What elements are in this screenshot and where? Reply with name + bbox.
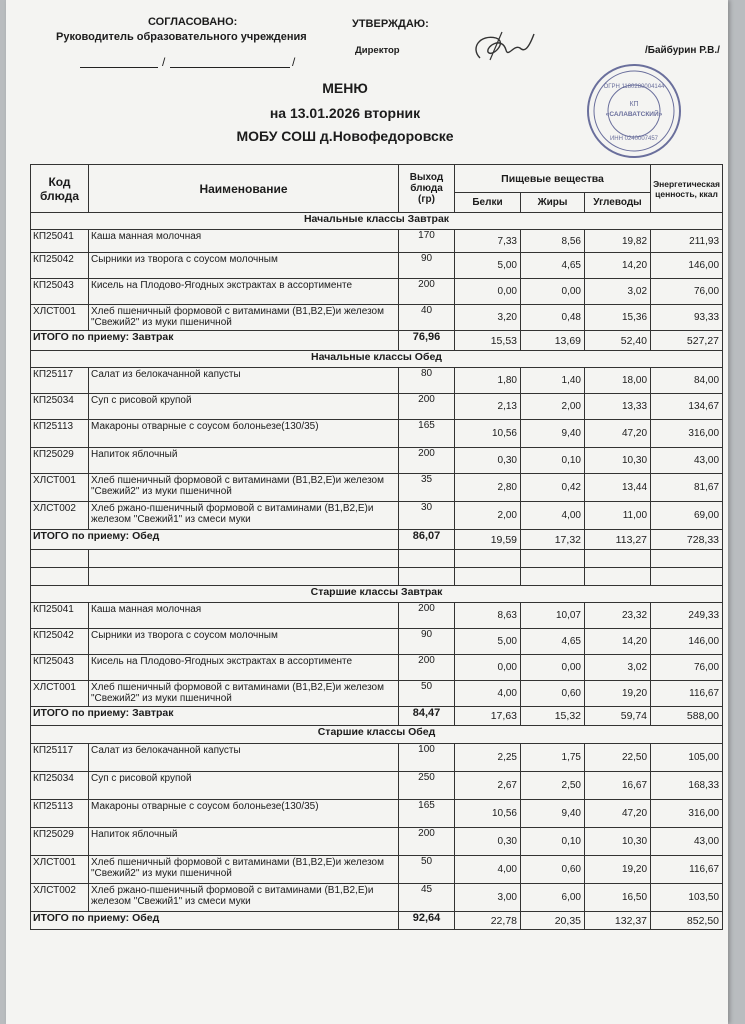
dish-code: ХЛСТ002: [31, 884, 89, 912]
dish-weight: 90: [399, 629, 455, 655]
empty-cell: [585, 568, 651, 586]
dish-code: КП25043: [31, 279, 89, 305]
dish-name: Салат из белокачанной капусты: [89, 368, 399, 394]
dish-row: [31, 448, 723, 474]
dish-name: Суп с рисовой крупой: [89, 394, 399, 420]
dish-weight: 170: [399, 230, 455, 253]
dish-fat: 4,65: [521, 253, 585, 279]
dish-kcal: 43,00: [651, 828, 723, 856]
dish-row: [31, 394, 723, 420]
dish-carbs: 14,20: [585, 253, 651, 279]
dish-fat: 0,00: [521, 655, 585, 681]
section-header: [31, 726, 723, 744]
dish-kcal: 43,00: [651, 448, 723, 474]
dish-name: Суп с рисовой крупой: [89, 772, 399, 800]
dish-protein: 0,00: [455, 655, 521, 681]
empty-cell: [399, 568, 455, 586]
col-carbs: Углеводы: [585, 193, 651, 213]
dish-fat: 0,60: [521, 856, 585, 884]
dish-code: ХЛСТ001: [31, 681, 89, 707]
dish-code: КП25117: [31, 744, 89, 772]
total-row: [31, 912, 723, 930]
dish-weight: 200: [399, 603, 455, 629]
empty-row: [31, 568, 723, 586]
dish-name: Сырники из творога с соусом молочным: [89, 629, 399, 655]
dish-code: КП25113: [31, 420, 89, 448]
dish-code: КП25034: [31, 772, 89, 800]
total-weight: 92,64: [399, 912, 455, 930]
dish-weight: 200: [399, 655, 455, 681]
dish-row: [31, 772, 723, 800]
dish-fat: 0,10: [521, 448, 585, 474]
dish-carbs: 19,20: [585, 681, 651, 707]
dish-kcal: 146,00: [651, 253, 723, 279]
dish-row: [31, 502, 723, 530]
dish-name: Хлеб пшеничный формовой с витаминами (В1,В2,Е)и железом "Свежий2" из муки пшеничной: [89, 681, 399, 707]
dish-name: Хлеб пшеничный формовой с витаминами (В1,В2,Е)и железом "Свежий2" из муки пшеничной: [89, 856, 399, 884]
dish-kcal: 84,00: [651, 368, 723, 394]
dish-protein: 0,00: [455, 279, 521, 305]
total-carbs: 113,27: [585, 530, 651, 550]
dish-carbs: 3,02: [585, 279, 651, 305]
dish-carbs: 22,50: [585, 744, 651, 772]
agreed-signature-line-2: [170, 67, 290, 68]
svg-text:ИНН 0240007457: ИНН 0240007457: [609, 136, 659, 142]
total-kcal: 852,50: [651, 912, 723, 930]
dish-row: [31, 655, 723, 681]
dish-weight: 90: [399, 253, 455, 279]
dish-fat: 10,07: [521, 603, 585, 629]
col-weight: Выход блюда (гр): [399, 165, 455, 213]
dish-code: КП25113: [31, 800, 89, 828]
dish-fat: 8,56: [521, 230, 585, 253]
dish-name: Каша манная молочная: [89, 230, 399, 253]
dish-code: КП25041: [31, 603, 89, 629]
dish-carbs: 19,82: [585, 230, 651, 253]
dish-row: [31, 681, 723, 707]
section-header: [31, 351, 723, 368]
dish-fat: 6,00: [521, 884, 585, 912]
dish-carbs: 11,00: [585, 502, 651, 530]
dish-row: [31, 629, 723, 655]
dish-weight: 50: [399, 681, 455, 707]
dish-code: КП25042: [31, 253, 89, 279]
dish-name: Сырники из творога с соусом молочным: [89, 253, 399, 279]
empty-cell: [89, 550, 399, 568]
dish-fat: 0,42: [521, 474, 585, 502]
dish-fat: 0,60: [521, 681, 585, 707]
dish-kcal: 134,67: [651, 394, 723, 420]
dish-code: КП25029: [31, 828, 89, 856]
dish-code: КП25029: [31, 448, 89, 474]
total-label: ИТОГО по приему: Обед: [31, 912, 399, 930]
dish-fat: 2,50: [521, 772, 585, 800]
empty-row: [31, 550, 723, 568]
empty-cell: [521, 568, 585, 586]
dish-name: Кисель на Плодово-Ягодных экстрактах в ассортименте: [89, 279, 399, 305]
dish-carbs: 13,44: [585, 474, 651, 502]
dish-code: КП25043: [31, 655, 89, 681]
dish-fat: 0,48: [521, 305, 585, 331]
dish-row: [31, 368, 723, 394]
dish-name: Напиток яблочный: [89, 448, 399, 474]
total-protein: 17,63: [455, 707, 521, 726]
dish-kcal: 116,67: [651, 856, 723, 884]
menu-table: [30, 164, 723, 930]
total-carbs: 52,40: [585, 331, 651, 351]
dish-kcal: 316,00: [651, 420, 723, 448]
dish-weight: 30: [399, 502, 455, 530]
dish-code: ХЛСТ001: [31, 856, 89, 884]
dish-protein: 4,00: [455, 681, 521, 707]
dish-protein: 4,00: [455, 856, 521, 884]
dish-carbs: 47,20: [585, 420, 651, 448]
empty-cell: [651, 568, 723, 586]
dish-protein: 7,33: [455, 230, 521, 253]
total-fat: 13,69: [521, 331, 585, 351]
menu-date: на 13.01.2026 вторник: [269, 105, 421, 121]
empty-cell: [455, 568, 521, 586]
dish-fat: 4,00: [521, 502, 585, 530]
dish-kcal: 316,00: [651, 800, 723, 828]
approve-role: Директор: [355, 45, 400, 56]
approve-name: /Байбурин Р.В./: [645, 45, 720, 56]
dish-row: [31, 856, 723, 884]
col-fat: Жиры: [521, 193, 585, 213]
col-code: Код блюда: [31, 165, 89, 213]
dish-carbs: 15,36: [585, 305, 651, 331]
total-carbs: 132,37: [585, 912, 651, 930]
dish-row: [31, 828, 723, 856]
empty-cell: [651, 550, 723, 568]
dish-name: Каша манная молочная: [89, 603, 399, 629]
dish-kcal: 146,00: [651, 629, 723, 655]
dish-weight: 45: [399, 884, 455, 912]
dish-carbs: 13,33: [585, 394, 651, 420]
section-header: [31, 586, 723, 603]
dish-code: КП25042: [31, 629, 89, 655]
dish-carbs: 16,50: [585, 884, 651, 912]
section-title: Начальные классы Завтрак: [31, 213, 723, 230]
total-weight: 86,07: [399, 530, 455, 550]
total-kcal: 728,33: [651, 530, 723, 550]
dish-protein: 8,63: [455, 603, 521, 629]
section-title: Старшие классы Завтрак: [31, 586, 723, 603]
dish-name: Макароны отварные с соусом болоньезе(130/35): [89, 800, 399, 828]
dish-protein: 2,67: [455, 772, 521, 800]
total-weight: 84,47: [399, 707, 455, 726]
dish-name: Хлеб пшеничный формовой с витаминами (В1,В2,Е)и железом "Свежий2" из муки пшеничной: [89, 305, 399, 331]
dish-row: [31, 744, 723, 772]
dish-weight: 100: [399, 744, 455, 772]
agreed-title: СОГЛАСОВАНО:: [148, 16, 238, 28]
empty-cell: [89, 568, 399, 586]
dish-weight: 40: [399, 305, 455, 331]
dish-fat: 4,65: [521, 629, 585, 655]
dish-kcal: 168,33: [651, 772, 723, 800]
dish-row: [31, 230, 723, 253]
dish-protein: 3,20: [455, 305, 521, 331]
total-kcal: 588,00: [651, 707, 723, 726]
dish-fat: 2,00: [521, 394, 585, 420]
col-nutrients: Пищевые вещества: [455, 165, 651, 193]
dish-carbs: 3,02: [585, 655, 651, 681]
total-protein: 19,59: [455, 530, 521, 550]
dish-row: [31, 305, 723, 331]
dish-fat: 0,00: [521, 279, 585, 305]
dish-protein: 0,30: [455, 448, 521, 474]
dish-protein: 2,13: [455, 394, 521, 420]
agreed-sign-mark: /: [162, 55, 166, 69]
dish-name: Салат из белокачанной капусты: [89, 744, 399, 772]
dish-carbs: 18,00: [585, 368, 651, 394]
svg-text:ОГРН 1180280004144: ОГРН 1180280004144: [603, 84, 665, 90]
dish-kcal: 76,00: [651, 655, 723, 681]
dish-weight: 165: [399, 800, 455, 828]
dish-protein: 2,80: [455, 474, 521, 502]
total-label: ИТОГО по приему: Завтрак: [31, 707, 399, 726]
dish-row: [31, 474, 723, 502]
dish-name: Хлеб ржано-пшеничный формовой с витаминами (В1,В2,Е)и железом "Свежий1" из смеси муки: [89, 884, 399, 912]
col-energy: Энергетическая ценность, ккал: [651, 165, 723, 213]
dish-kcal: 249,33: [651, 603, 723, 629]
dish-kcal: 76,00: [651, 279, 723, 305]
dish-kcal: 93,33: [651, 305, 723, 331]
dish-weight: 200: [399, 828, 455, 856]
dish-carbs: 19,20: [585, 856, 651, 884]
empty-cell: [455, 550, 521, 568]
dish-protein: 2,00: [455, 502, 521, 530]
empty-cell: [399, 550, 455, 568]
dish-code: КП25041: [31, 230, 89, 253]
dish-carbs: 10,30: [585, 448, 651, 474]
svg-text:КП: КП: [629, 101, 639, 108]
empty-cell: [521, 550, 585, 568]
empty-cell: [31, 568, 89, 586]
dish-protein: 10,56: [455, 800, 521, 828]
dish-protein: 1,80: [455, 368, 521, 394]
dish-kcal: 211,93: [651, 230, 723, 253]
dish-row: [31, 253, 723, 279]
dish-name: Кисель на Плодово-Ягодных экстрактах в ассортименте: [89, 655, 399, 681]
dish-row: [31, 420, 723, 448]
section-title: Начальные классы Обед: [31, 351, 723, 368]
total-protein: 22,78: [455, 912, 521, 930]
agreed-role: Руководитель образовательного учреждения: [56, 31, 307, 43]
dish-weight: 250: [399, 772, 455, 800]
dish-row: [31, 884, 723, 912]
svg-text:«САЛАВАТСКИЙ»: «САЛАВАТСКИЙ»: [605, 111, 663, 118]
dish-code: ХЛСТ002: [31, 502, 89, 530]
total-fat: 20,35: [521, 912, 585, 930]
dish-row: [31, 800, 723, 828]
approve-title: УТВЕРЖДАЮ:: [352, 18, 429, 30]
dish-code: КП25034: [31, 394, 89, 420]
dish-carbs: 14,20: [585, 629, 651, 655]
col-name: Наименование: [89, 165, 399, 213]
dish-protein: 5,00: [455, 253, 521, 279]
dish-fat: 9,40: [521, 800, 585, 828]
dish-weight: 165: [399, 420, 455, 448]
dish-protein: 3,00: [455, 884, 521, 912]
dish-name: Хлеб пшеничный формовой с витаминами (В1,В2,Е)и железом "Свежий2" из муки пшеничной: [89, 474, 399, 502]
empty-cell: [31, 550, 89, 568]
agreed-signature-line-1: [80, 67, 158, 68]
empty-cell: [585, 550, 651, 568]
dish-weight: 200: [399, 448, 455, 474]
dish-fat: 1,40: [521, 368, 585, 394]
dish-kcal: 69,00: [651, 502, 723, 530]
dish-weight: 200: [399, 279, 455, 305]
dish-kcal: 116,67: [651, 681, 723, 707]
total-kcal: 527,27: [651, 331, 723, 351]
section-title: Старшие классы Обед: [31, 726, 723, 744]
total-fat: 15,32: [521, 707, 585, 726]
dish-weight: 80: [399, 368, 455, 394]
dish-fat: 0,10: [521, 828, 585, 856]
dish-row: [31, 279, 723, 305]
menu-title: МЕНЮ: [322, 80, 368, 96]
dish-carbs: 10,30: [585, 828, 651, 856]
total-label: ИТОГО по приему: Обед: [31, 530, 399, 550]
director-signature: [462, 28, 552, 68]
school-name: МОБУ СОШ д.Новофедоровске: [236, 128, 454, 144]
total-fat: 17,32: [521, 530, 585, 550]
total-carbs: 59,74: [585, 707, 651, 726]
dish-weight: 35: [399, 474, 455, 502]
dish-row: [31, 603, 723, 629]
dish-protein: 2,25: [455, 744, 521, 772]
dish-name: Напиток яблочный: [89, 828, 399, 856]
dish-kcal: 105,00: [651, 744, 723, 772]
agreed-sign-end: /: [292, 55, 296, 69]
dish-kcal: 103,50: [651, 884, 723, 912]
total-row: [31, 331, 723, 351]
dish-protein: 0,30: [455, 828, 521, 856]
dish-code: ХЛСТ001: [31, 305, 89, 331]
total-label: ИТОГО по приему: Завтрак: [31, 331, 399, 351]
section-header: [31, 213, 723, 230]
dish-weight: 200: [399, 394, 455, 420]
dish-name: Хлеб ржано-пшеничный формовой с витаминами (В1,В2,Е)и железом "Свежий1" из смеси муки: [89, 502, 399, 530]
dish-code: КП25117: [31, 368, 89, 394]
dish-carbs: 23,32: [585, 603, 651, 629]
total-row: [31, 530, 723, 550]
total-weight: 76,96: [399, 331, 455, 351]
dish-protein: 5,00: [455, 629, 521, 655]
dish-protein: 10,56: [455, 420, 521, 448]
dish-fat: 9,40: [521, 420, 585, 448]
dish-code: ХЛСТ001: [31, 474, 89, 502]
dish-carbs: 16,67: [585, 772, 651, 800]
dish-fat: 1,75: [521, 744, 585, 772]
dish-carbs: 47,20: [585, 800, 651, 828]
total-row: [31, 707, 723, 726]
total-protein: 15,53: [455, 331, 521, 351]
dish-kcal: 81,67: [651, 474, 723, 502]
col-protein: Белки: [455, 193, 521, 213]
dish-weight: 50: [399, 856, 455, 884]
dish-name: Макароны отварные с соусом болоньезе(130/35): [89, 420, 399, 448]
